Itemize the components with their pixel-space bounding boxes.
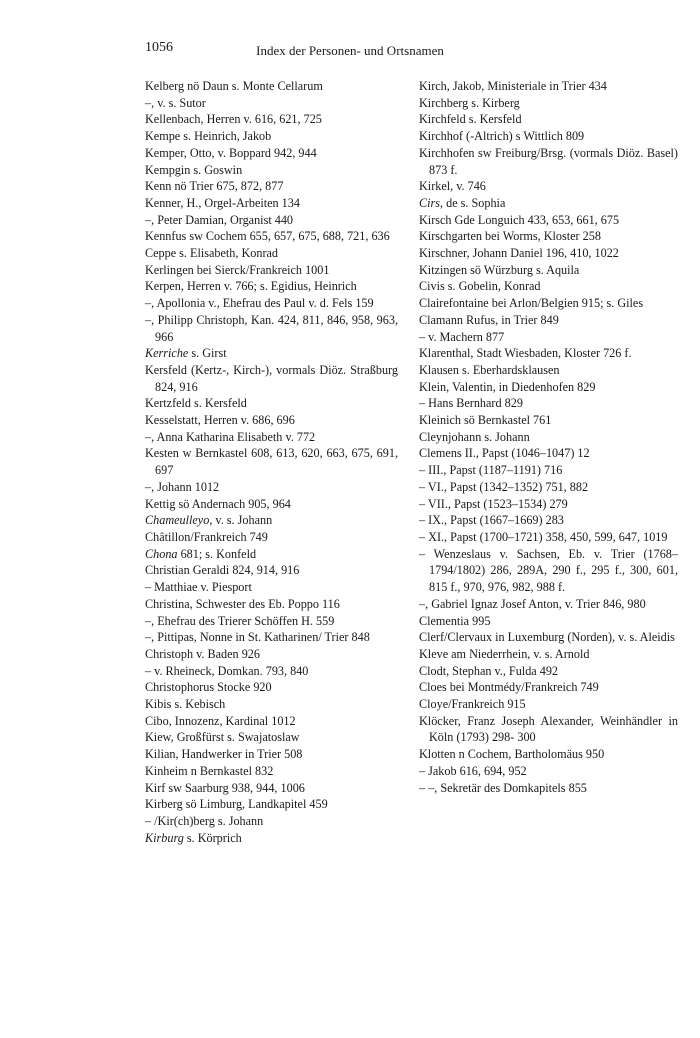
index-entry: – Jakob 616, 694, 952 <box>419 763 527 778</box>
index-entry <box>145 512 398 529</box>
index-entry: Kleve am Niederrhein, v. s. Arnold <box>419 646 590 661</box>
index-entry: Kellenbach, Herren v. 616, 621, 725 <box>145 112 322 127</box>
index-entry: Cloes bei Montmédy/Frankreich 749 <box>419 680 599 695</box>
index-entry: –, Ehefrau des Trierer Schöffen H. 559 <box>145 613 335 628</box>
index-entry: Kesten w Bernkastel 608, 613, 620, 663, 675, 691, 697 <box>145 446 398 478</box>
index-entry: Klausen s. Eberhardsklausen <box>419 362 560 377</box>
index-entry: – Wenzeslaus v. Sachsen, Eb. v. Trier (1768–1794/1802) 286, 289A, 290 f., 295 f., 300, 601, 815 f., 970, 976, 982, 988 f. <box>419 546 678 595</box>
index-entry: Clairefontaine bei Arlon/Belgien 915; s. Giles <box>419 296 644 311</box>
index-entry: Kirchhofen sw Freiburg/Brsg. (vormals Diöz. Basel) 873 f. <box>419 145 678 177</box>
index-entry: Clerf/Clervaux in Luxemburg (Norden), v. s. Aleidis <box>419 630 675 645</box>
index-entry: Kesselstatt, Herren v. 686, 696 <box>145 413 295 428</box>
index-entry: Klöcker, Franz Joseph Alexander, Weinhändler in Köln (1793) 298- 300 <box>419 713 678 745</box>
index-entry: –, Johann 1012 <box>145 479 220 494</box>
index-entry: Kilian, Handwerker in Trier 508 <box>145 747 303 762</box>
index-entry: Kempgin s. Goswin <box>145 162 243 177</box>
index-entry: Kennfus sw Cochem 655, 657, 675, 688, 721, 636 <box>145 229 390 244</box>
index-entry: Kirch, Jakob, Ministeriale in Trier 434 <box>419 79 607 93</box>
index-entry: – Hans Bernhard 829 <box>419 396 523 411</box>
index-entry: Clemens II., Papst (1046–1047) 12 <box>419 446 590 461</box>
index-entry: – –, Sekretär des Domkapitels 855 <box>419 780 587 795</box>
index-entry: –, v. s. Sutor <box>145 95 206 110</box>
index-entry: Kitzingen sö Würzburg s. Aquila <box>419 262 580 277</box>
index-entry: Klotten n Cochem, Bartholomäus 950 <box>419 747 605 762</box>
index-entry: Christoph v. Baden 926 <box>145 646 260 661</box>
index-entry: – VII., Papst (1523–1534) 279 <box>419 496 568 511</box>
index-entry-italic-head: Chameulleyo <box>145 513 210 528</box>
index-entry: Cibo, Innozenz, Kardinal 1012 <box>145 713 296 728</box>
index-column-left <box>145 78 398 846</box>
index-entry: Kerlingen bei Sierck/Frankreich 1001 <box>145 262 330 277</box>
page-number: 1056 <box>145 40 173 55</box>
index-entry: Cloye/Frankreich 915 <box>419 697 526 712</box>
index-entry: Kirschgarten bei Worms, Kloster 258 <box>419 229 601 244</box>
index-entry: –, Philipp Christoph, Kan. 424, 811, 846, 958, 963, 966 <box>145 312 398 344</box>
index-entry: Civis s. Gobelin, Konrad <box>419 279 541 294</box>
index-entry-italic-head: Kirburg <box>145 830 184 845</box>
index-entry: Châtillon/Frankreich 749 <box>145 529 268 544</box>
index-entry: –, Pittipas, Nonne in St. Katharinen/ Trier 848 <box>145 630 370 645</box>
index-entry-rest: 681; s. Konfeld <box>177 546 257 561</box>
index-entry: Klein, Valentin, in Diedenhofen 829 <box>419 379 596 394</box>
index-entry: Kemper, Otto, v. Boppard 942, 944 <box>145 145 317 160</box>
index-entry-italic-head: Chona <box>145 546 178 561</box>
index-entry: Kersfeld (Kertz-, Kirch-), vormals Diöz. Straßburg 824, 916 <box>145 362 398 394</box>
index-entry-rest: s. Girst <box>188 346 227 361</box>
index-entry: Kenner, H., Orgel-Arbeiten 134 <box>145 195 300 210</box>
index-entry: Christina, Schwester des Eb. Poppo 116 <box>145 596 340 611</box>
index-entry: Kibis s. Kebisch <box>145 697 226 712</box>
index-entry-rest: s. Körprich <box>183 830 242 845</box>
index-entry <box>145 345 398 362</box>
index-entry: Clamann Rufus, in Trier 849 <box>419 312 559 327</box>
index-entry: – v. Rheineck, Domkan. 793, 840 <box>145 663 309 678</box>
index-entry: – v. Machern 877 <box>419 329 505 344</box>
index-entry: Kelberg nö Daun s. Monte Cellarum <box>145 79 323 93</box>
index-entry-italic-head: Kerriche <box>145 346 189 361</box>
index-entry: Christophorus Stocke 920 <box>145 680 272 695</box>
index-entry: Kirf sw Saarburg 938, 944, 1006 <box>145 780 305 795</box>
index-entry: – III., Papst (1187–1191) 716 <box>419 463 563 478</box>
index-entry: – Matthiae v. Piesport <box>145 580 252 595</box>
index-entry: –, Apollonia v., Ehefrau des Paul v. d. Fels 159 <box>145 296 374 311</box>
index-entry: –, Gabriel Ignaz Josef Anton, v. Trier 846, 980 <box>419 596 646 611</box>
index-entry: – XI., Papst (1700–1721) 358, 450, 599, 647, 1019 <box>419 529 668 544</box>
index-entry: Kinheim n Bernkastel 832 <box>145 763 274 778</box>
index-entry: Kerpen, Herren v. 766; s. Egidius, Heinrich <box>145 279 357 294</box>
index-entry: Clementia 995 <box>419 613 491 628</box>
index-entry: – IX., Papst (1667–1669) 283 <box>419 513 564 528</box>
index-entry: Kirkel, v. 746 <box>419 179 486 194</box>
index-entry: Klarenthal, Stadt Wiesbaden, Kloster 726 f. <box>419 346 632 361</box>
index-entry: Kirberg sö Limburg, Landkapitel 459 <box>145 797 328 812</box>
index-column-right <box>419 78 678 796</box>
index-entry-rest: , de s. Sophia <box>440 195 506 210</box>
index-entry-italic-head: Cirs <box>419 195 441 210</box>
index-entry: Ceppe s. Elisabeth, Konrad <box>145 246 279 261</box>
index-entry <box>419 195 678 212</box>
index-entry: Kenn nö Trier 675, 872, 877 <box>145 179 284 194</box>
index-entry: Clodt, Stephan v., Fulda 492 <box>419 663 559 678</box>
index-entry: Kirchhof (-Altrich) s Wittlich 809 <box>419 129 585 144</box>
index-entry: Kirchfeld s. Kersfeld <box>419 112 522 127</box>
index-entry: Kertzfeld s. Kersfeld <box>145 396 247 411</box>
index-entry: Cleynjohann s. Johann <box>419 429 530 444</box>
running-head: Index der Personen- und Ortsnamen <box>256 43 444 58</box>
index-entry: Kleinich sö Bernkastel 761 <box>419 413 552 428</box>
index-entry-rest: , v. s. Johann <box>209 513 273 528</box>
index-entry: – /Kir(ch)berg s. Johann <box>145 813 264 828</box>
index-entry: Christian Geraldi 824, 914, 916 <box>145 563 300 578</box>
index-entry: Kiew, Großfürst s. Swajatoslaw <box>145 730 300 745</box>
index-entry: Kirchberg s. Kirberg <box>419 95 520 110</box>
index-entry: –, Peter Damian, Organist 440 <box>145 212 294 227</box>
index-entry <box>145 546 398 563</box>
index-entry <box>145 830 398 847</box>
index-entry: –, Anna Katharina Elisabeth v. 772 <box>145 429 316 444</box>
index-entry: Kempe s. Heinrich, Jakob <box>145 129 272 144</box>
index-entry: Kirschner, Johann Daniel 196, 410, 1022 <box>419 246 619 261</box>
index-entry: – VI., Papst (1342–1352) 751, 882 <box>419 479 589 494</box>
index-entry: Kirsch Gde Longuich 433, 653, 661, 675 <box>419 212 620 227</box>
index-entry: Kettig sö Andernach 905, 964 <box>145 496 291 511</box>
